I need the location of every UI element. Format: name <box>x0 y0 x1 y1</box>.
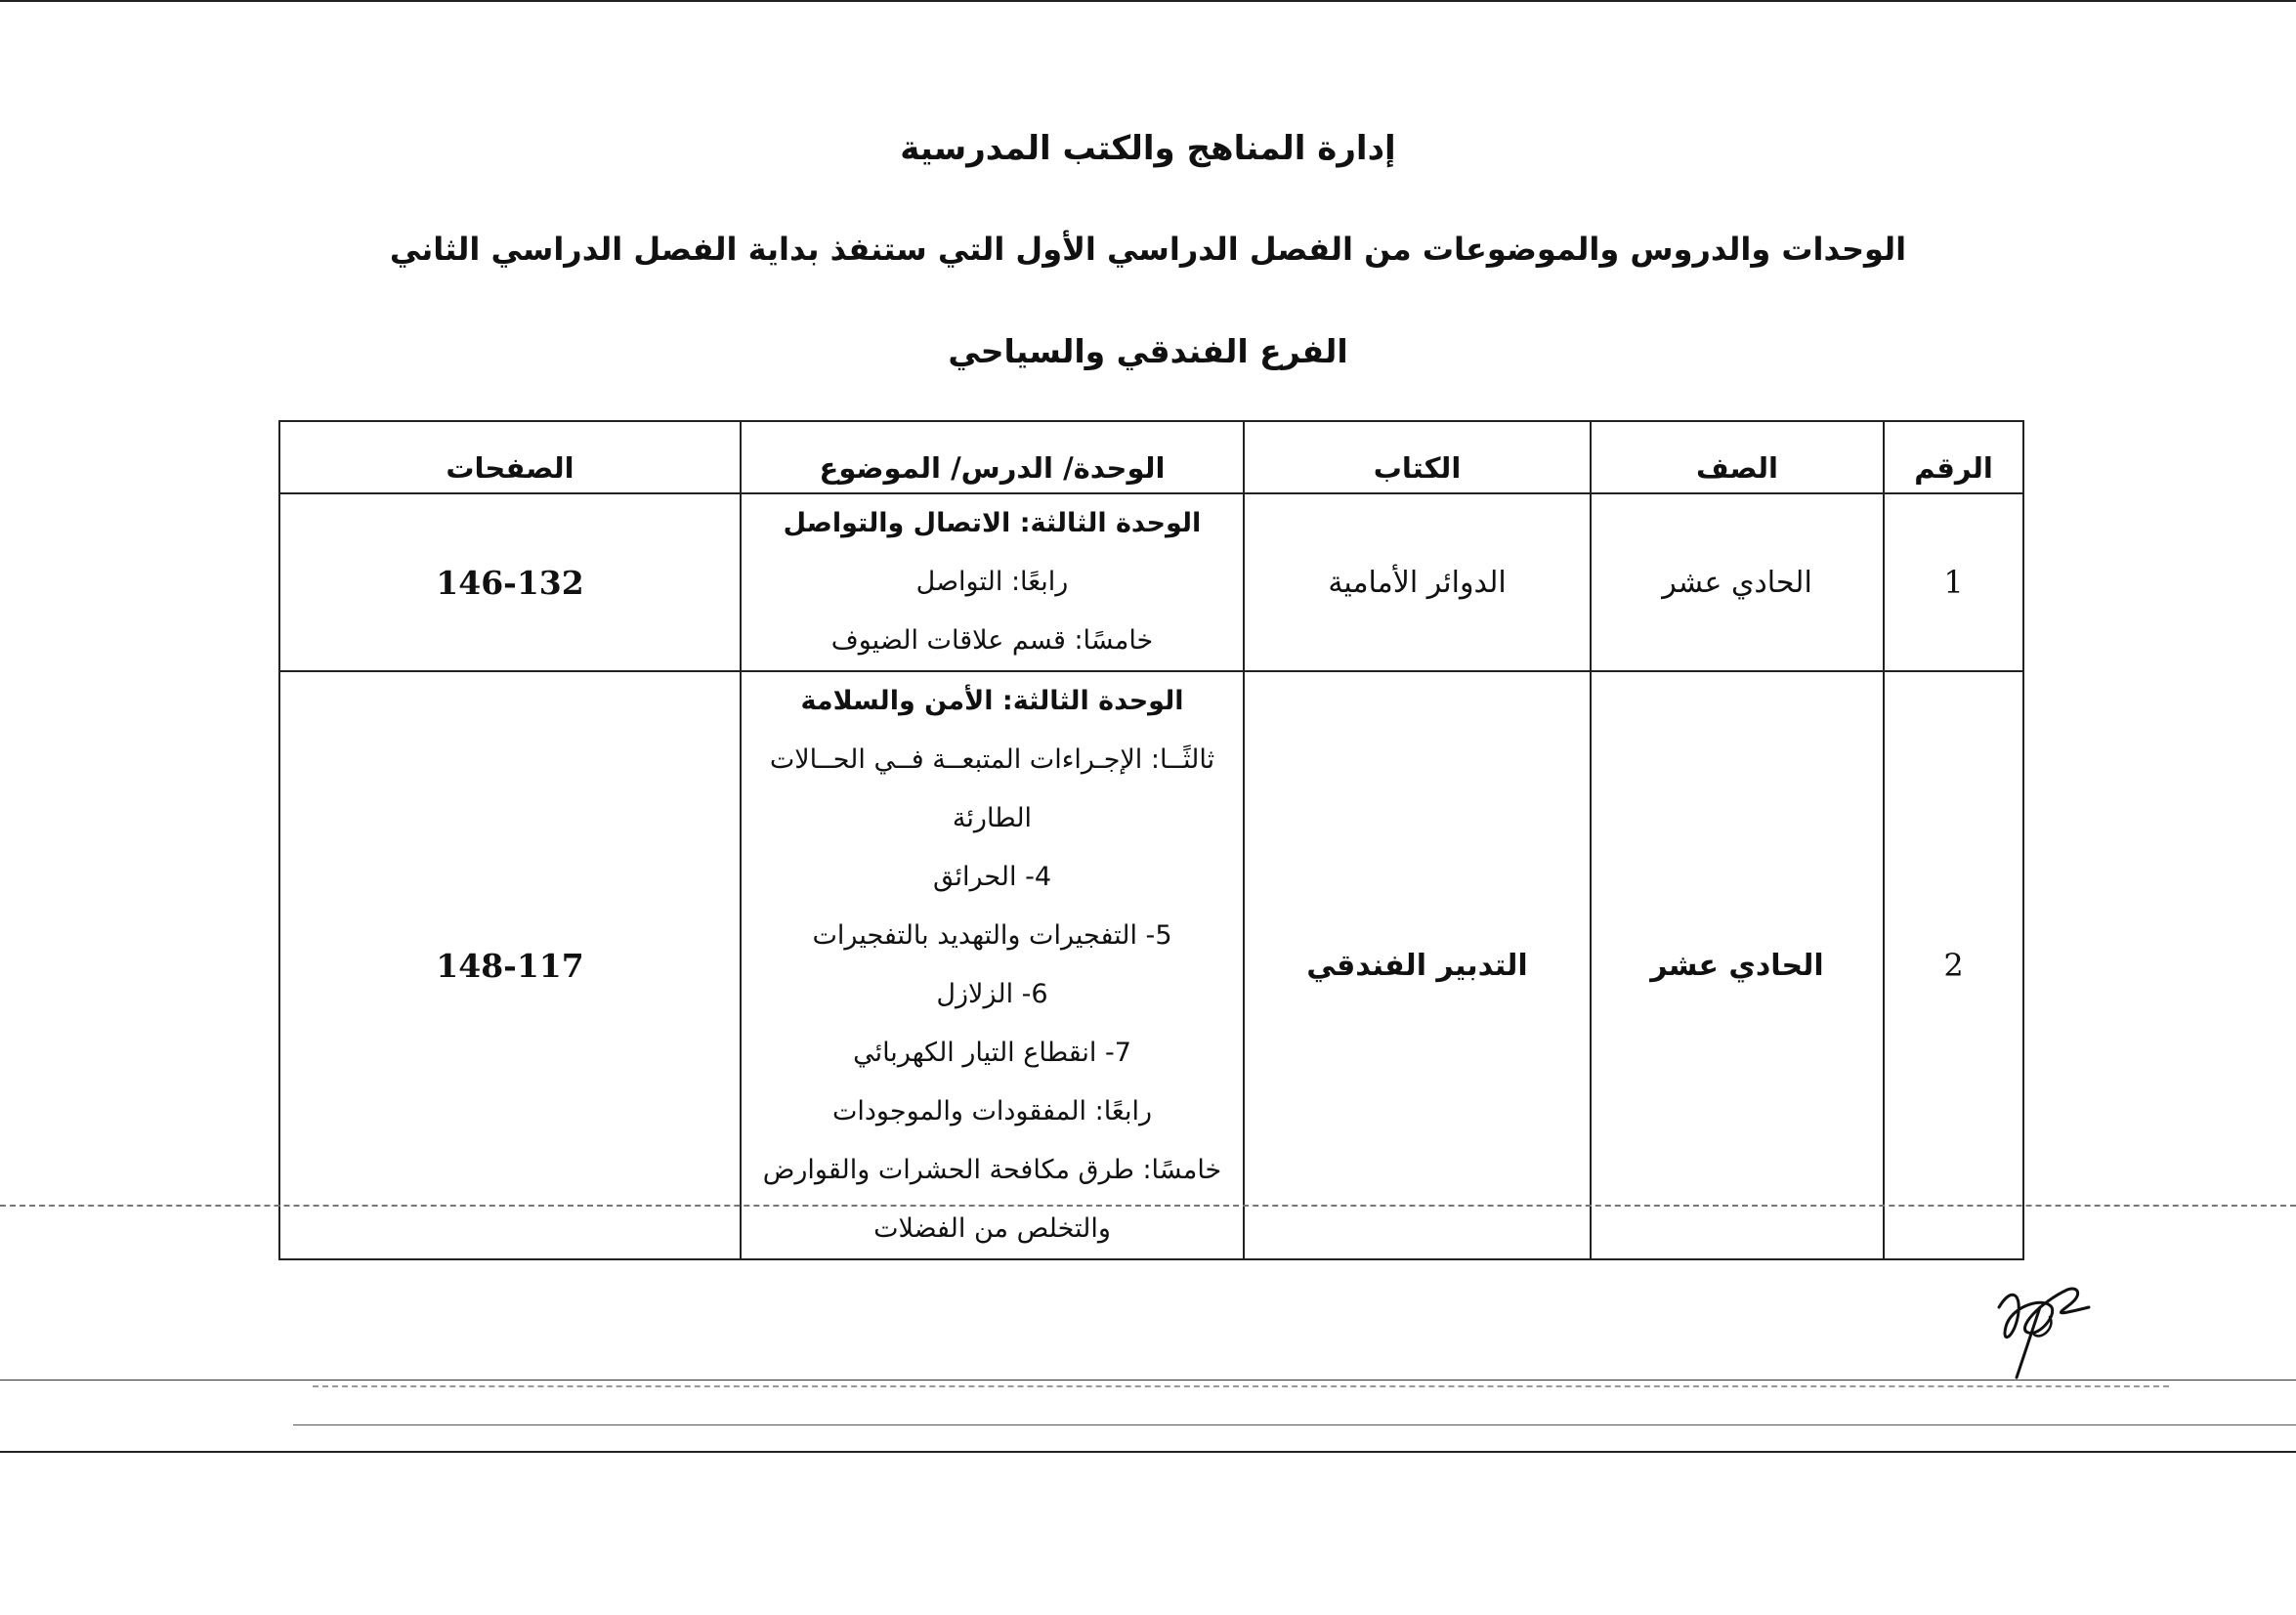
row-number: 1 <box>1884 493 2023 671</box>
row-pages: 148-117 <box>279 671 741 1259</box>
row-grade: الحادي عشر <box>1591 671 1884 1259</box>
topic-item: الطارئة <box>952 803 1033 833</box>
row-pages: 146-132 <box>279 493 741 671</box>
topic-item: خامسًا: طرق مكافحة الحشرات والقوارض <box>762 1155 1222 1185</box>
document-title: الوحدات والدروس والموضوعات من الفصل الدراسي الأول التي ستنفذ بداية الفصل الدراسي الثاني <box>389 231 1907 268</box>
scan-artifact-line <box>293 1424 2296 1425</box>
scan-artifact-line <box>0 1205 2296 1207</box>
row-topics <box>741 493 1244 671</box>
topic-item: والتخلص من الفضلات <box>873 1213 1111 1244</box>
row-number: 2 <box>1884 671 2023 1259</box>
column-header-pages: الصفحات <box>279 421 741 493</box>
row-grade: الحادي عشر <box>1591 493 1884 671</box>
top-border-line <box>0 0 2296 2</box>
column-header-topic: الوحدة/ الدرس/ الموضوع <box>741 421 1244 493</box>
topic-unit-title: الوحدة الثالثة: الاتصال والتواصل <box>783 508 1202 538</box>
topic-item: 7- انقطاع التيار الكهربائي <box>853 1038 1131 1068</box>
topic-item: 5- التفجيرات والتهديد بالتفجيرات <box>812 920 1172 951</box>
table-header-row <box>279 421 2023 493</box>
branch-heading: الفرع الفندقي والسياحي <box>948 332 1348 370</box>
table-row <box>279 493 2023 671</box>
column-header-book: الكتاب <box>1244 421 1591 493</box>
column-header-number: الرقم <box>1884 421 2023 493</box>
department-heading: إدارة المناهج والكتب المدرسية <box>900 129 1396 168</box>
topic-item: رابعًا: التواصل <box>915 567 1069 597</box>
scan-artifact-line <box>313 1385 2169 1387</box>
topic-item: 6- الزلازل <box>936 979 1048 1009</box>
topic-item: ثالثًــا: الإجـراءات المتبعــة فــي الحــالات <box>769 744 1215 775</box>
row-book: التدبير الفندقي <box>1244 671 1591 1259</box>
column-header-grade: الصف <box>1591 421 1884 493</box>
topic-item: خامسًا: قسم علاقات الضيوف <box>830 625 1154 656</box>
table-row <box>279 671 2023 1259</box>
row-book: الدوائر الأمامية <box>1244 493 1591 671</box>
scan-artifact-line <box>0 1380 2296 1381</box>
signature-icon <box>1981 1268 2099 1383</box>
scan-artifact-line <box>0 1451 2296 1453</box>
topic-item: رابعًا: المفقودات والموجودات <box>831 1096 1153 1126</box>
row-topics <box>741 671 1244 1259</box>
units-table <box>278 420 2024 1260</box>
topic-item: 4- الحرائق <box>932 862 1052 892</box>
topic-unit-title: الوحدة الثالثة: الأمن والسلامة <box>800 686 1184 716</box>
